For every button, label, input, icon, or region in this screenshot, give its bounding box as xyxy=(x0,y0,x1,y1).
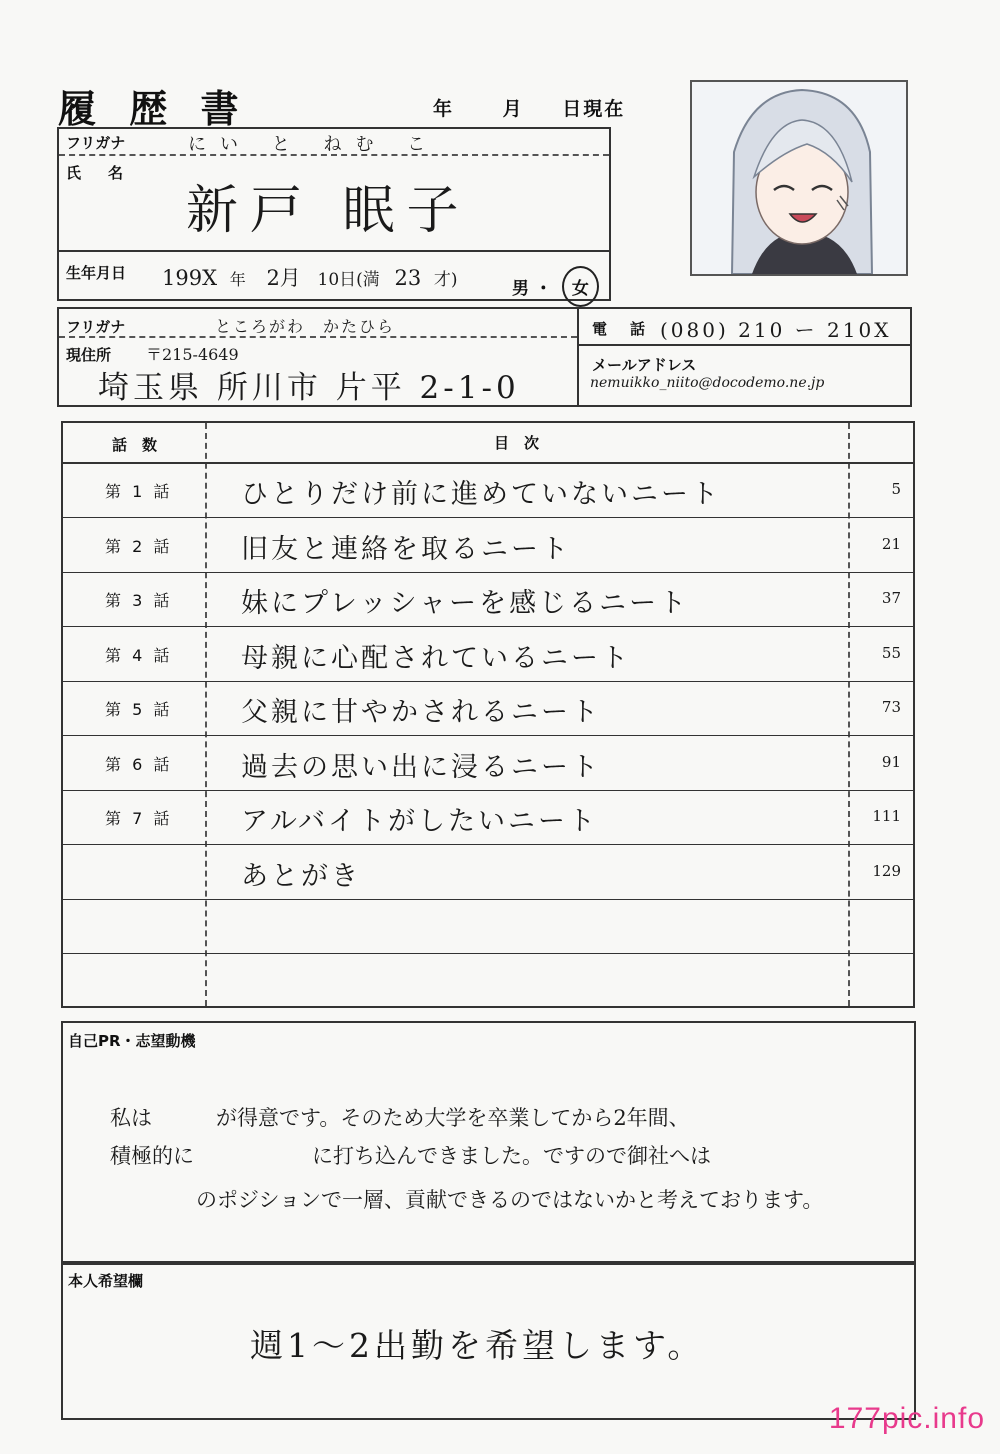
page-number: 111 xyxy=(872,807,901,825)
portrait-illustration xyxy=(692,82,906,274)
address-value[interactable]: 埼玉県 所川市 片平 2-1-0 xyxy=(98,370,520,406)
sex-field[interactable] xyxy=(512,266,599,307)
toc-header-episode: 話 数 xyxy=(112,436,158,454)
page-number: 73 xyxy=(881,698,901,716)
row-divider xyxy=(63,844,913,846)
episode-number: 第 1 話 xyxy=(105,482,173,501)
birth-year: 199X xyxy=(162,266,218,290)
date-day: 日現在 xyxy=(562,98,626,120)
episode-number: 第 7 話 xyxy=(105,809,173,828)
birth-day: 10日(満 xyxy=(317,270,380,290)
sex-female: 女 xyxy=(562,266,599,307)
divider xyxy=(577,309,579,405)
toc-row xyxy=(61,791,915,845)
episode-title[interactable]: 旧友と連絡を取るニート xyxy=(241,534,571,565)
episode-number: 第 4 話 xyxy=(105,646,173,665)
pr-line-1[interactable] xyxy=(110,1102,690,1132)
pr-line-2[interactable] xyxy=(110,1140,711,1170)
page-number: 91 xyxy=(881,753,901,771)
email-label: メールアドレス xyxy=(592,356,697,374)
episode-title[interactable]: 母親に心配されているニート xyxy=(241,643,631,674)
age: 23 xyxy=(394,266,422,290)
birthdate-label: 生年月日 xyxy=(66,264,127,282)
postal-code[interactable]: 〒215-4649 xyxy=(146,345,239,364)
date-year: 年 xyxy=(433,98,455,120)
episode-title[interactable]: あとがき xyxy=(241,861,361,892)
row-divider xyxy=(63,517,913,519)
document-title: 履 歴 書 xyxy=(58,86,249,131)
episode-title[interactable]: ひとりだけ前に進めていないニート xyxy=(241,479,721,510)
birth-year-unit: 年 xyxy=(229,270,246,289)
page-number: 37 xyxy=(881,589,901,607)
episode-title[interactable]: 過去の思い出に浸るニート xyxy=(241,752,601,783)
row-divider xyxy=(63,626,913,628)
address-furigana-value[interactable]: ところがわ かたひら xyxy=(215,317,396,336)
toc-row xyxy=(61,737,915,791)
episode-title[interactable]: アルバイトがしたいニート xyxy=(241,806,599,837)
phone-label: 電 話 xyxy=(592,320,650,338)
row-divider xyxy=(63,735,913,737)
divider xyxy=(579,344,910,346)
toc-row xyxy=(61,464,915,518)
name-value[interactable]: 新戸 眠子 xyxy=(186,181,471,241)
birth-month: 2月 xyxy=(266,266,301,290)
pr-line-3[interactable]: のポジションで一層、貢献できるのではないかと考えております。 xyxy=(196,1188,824,1212)
date-month: 月 xyxy=(502,98,524,120)
phone-value[interactable]: (080) 210 ー 210X xyxy=(660,318,892,342)
episode-number: 第 2 話 xyxy=(105,537,173,556)
divider xyxy=(59,250,609,252)
wish-label: 本人希望欄 xyxy=(68,1272,144,1290)
furigana-label: フリガナ xyxy=(66,134,126,152)
page-number: 129 xyxy=(872,862,901,880)
furigana-value[interactable]: にい と ねむ こ xyxy=(188,134,440,155)
name-label: 氏 名 xyxy=(66,164,130,182)
sex-separator: ・ xyxy=(534,279,552,299)
episode-number: 第 5 話 xyxy=(105,700,173,719)
toc-row xyxy=(61,900,915,954)
self-pr-label: 自己PR・志望動機 xyxy=(68,1032,196,1050)
wish-value[interactable]: 週1〜2出勤を希望します。 xyxy=(250,1326,705,1365)
toc-row xyxy=(61,628,915,682)
page-number: 21 xyxy=(881,535,901,553)
toc-row xyxy=(61,573,915,627)
pr-line-2a: 積極的に xyxy=(110,1144,194,1168)
toc-row xyxy=(61,846,915,900)
address-furigana-label: フリガナ xyxy=(66,318,126,336)
portrait-photo xyxy=(690,80,908,276)
email-value[interactable]: nemuikko_niito@docodemo.ne.jp xyxy=(590,375,825,391)
page-number: 55 xyxy=(881,644,901,662)
episode-number: 第 6 話 xyxy=(105,755,173,774)
toc-row xyxy=(61,954,915,1008)
pr-line-2b: に打ち込んできました。ですので御社へは xyxy=(312,1144,711,1168)
birthdate-value[interactable] xyxy=(162,262,458,292)
watermark: 177pic.info xyxy=(828,1402,985,1435)
pr-line-1a: 私は xyxy=(110,1106,152,1130)
pr-line-1b: が得意です。そのため大学を卒業してから2年間、 xyxy=(216,1106,690,1130)
page-number: 5 xyxy=(891,480,901,498)
toc-row xyxy=(61,519,915,573)
address-label: 現住所 xyxy=(66,346,112,364)
sex-male: 男 xyxy=(512,279,529,299)
date-label xyxy=(428,94,625,121)
toc-header-contents: 目 次 xyxy=(494,434,540,452)
episode-title[interactable]: 妹にプレッシャーを感じるニート xyxy=(241,588,690,619)
episode-title[interactable]: 父親に甘やかされるニート xyxy=(241,697,601,728)
episode-number: 第 3 話 xyxy=(105,591,173,610)
age-unit: 才) xyxy=(433,270,458,290)
toc-row xyxy=(61,682,915,736)
